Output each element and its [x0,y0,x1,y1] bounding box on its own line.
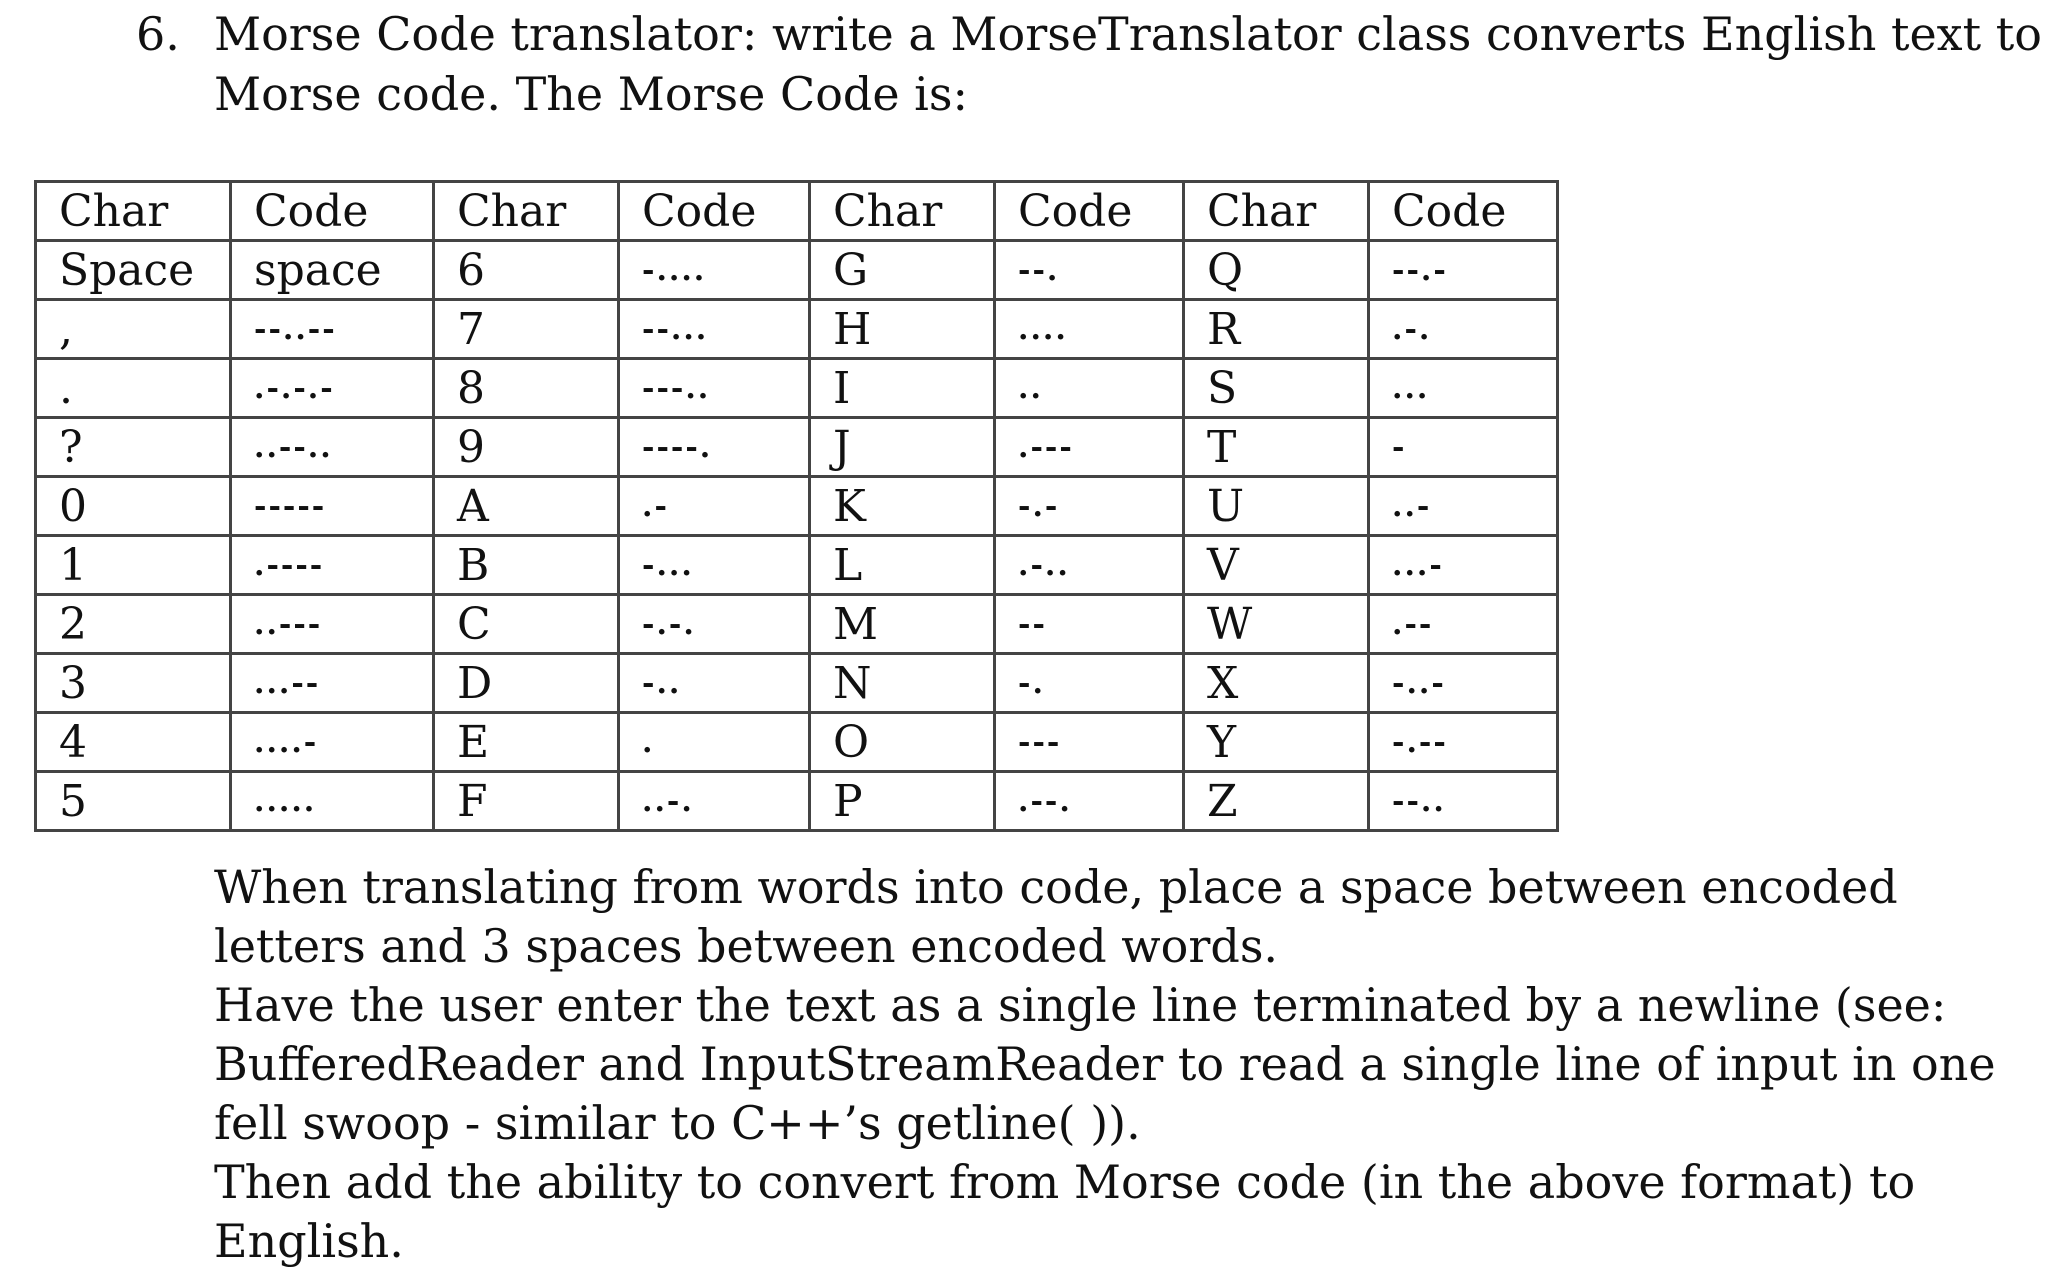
instructions-paragraph [214,858,1996,1271]
code-cell: -- [995,595,1184,654]
table-body [36,241,1558,831]
code-cell: -.-. [619,595,810,654]
char-cell: X [1184,654,1369,713]
char-cell: ? [36,418,231,477]
code-cell: ... [1369,359,1558,418]
code-cell: --. [995,241,1184,300]
code-cell: -.. [619,654,810,713]
char-cell: E [434,713,619,772]
column-header-code: Code [231,182,434,241]
table-row [36,359,1558,418]
char-cell: H [810,300,995,359]
code-cell: -. [995,654,1184,713]
char-cell: , [36,300,231,359]
code-cell: ...- [1369,536,1558,595]
instruction-line: Then add the ability to convert from Morse code (in the above format) to [214,1155,1916,1209]
char-cell: M [810,595,995,654]
question-title-line-1: Morse Code translator: write a MorseTranslator class converts English text to [214,7,2042,61]
table-row [36,418,1558,477]
code-cell: space [231,241,434,300]
code-cell: -.-- [1369,713,1558,772]
code-cell: .-.-.- [231,359,434,418]
code-cell: .-.. [995,536,1184,595]
code-cell: - [1369,418,1558,477]
code-cell: ..... [231,772,434,831]
char-cell: J [810,418,995,477]
code-cell: --..-- [231,300,434,359]
code-cell: .--. [995,772,1184,831]
code-cell: ---.. [619,359,810,418]
char-cell: 9 [434,418,619,477]
code-cell: -... [619,536,810,595]
code-cell: ..- [1369,477,1558,536]
column-header-code: Code [619,182,810,241]
table-row [36,595,1558,654]
code-cell: .--- [995,418,1184,477]
char-cell: 5 [36,772,231,831]
char-cell: 1 [36,536,231,595]
char-cell: U [1184,477,1369,536]
char-cell: Space [36,241,231,300]
char-cell: B [434,536,619,595]
question-number: 6. [136,7,180,61]
char-cell: N [810,654,995,713]
table-row [36,772,1558,831]
char-cell: 6 [434,241,619,300]
instruction-line: letters and 3 spaces between encoded words. [214,919,1279,973]
char-cell: P [810,772,995,831]
table-row [36,713,1558,772]
question-title-line-2: Morse code. The Morse Code is: [214,67,968,121]
code-cell: .-- [1369,595,1558,654]
code-cell: ....- [231,713,434,772]
char-cell: . [36,359,231,418]
table-row [36,536,1558,595]
char-cell: Y [1184,713,1369,772]
char-cell: Z [1184,772,1369,831]
column-header-code: Code [995,182,1184,241]
char-cell: L [810,536,995,595]
char-cell: C [434,595,619,654]
instruction-line: fell swoop - similar to C++’s getline( )). [214,1096,1141,1150]
char-cell: 3 [36,654,231,713]
code-cell: .... [995,300,1184,359]
char-cell: D [434,654,619,713]
code-cell: -.- [995,477,1184,536]
char-cell: W [1184,595,1369,654]
char-cell: I [810,359,995,418]
table-row [36,241,1558,300]
instruction-line: BufferedReader and InputStreamReader to read a single line of input in one [214,1037,1996,1091]
char-cell: T [1184,418,1369,477]
char-cell: A [434,477,619,536]
char-cell: 8 [434,359,619,418]
code-cell: .-. [1369,300,1558,359]
code-cell: --... [619,300,810,359]
char-cell: V [1184,536,1369,595]
code-cell: ..--.. [231,418,434,477]
code-cell: --- [995,713,1184,772]
char-cell: 2 [36,595,231,654]
code-cell: .- [619,477,810,536]
table-row [36,477,1558,536]
column-header-char: Char [810,182,995,241]
code-cell: ..--- [231,595,434,654]
code-cell: .---- [231,536,434,595]
column-header-code: Code [1369,182,1558,241]
char-cell: R [1184,300,1369,359]
code-cell: --.. [1369,772,1558,831]
char-cell: 0 [36,477,231,536]
table-header-row [36,182,1558,241]
char-cell: 4 [36,713,231,772]
char-cell: F [434,772,619,831]
column-header-char: Char [1184,182,1369,241]
column-header-char: Char [36,182,231,241]
char-cell: 7 [434,300,619,359]
code-cell: -.... [619,241,810,300]
char-cell: S [1184,359,1369,418]
table-row [36,300,1558,359]
morse-code-table [34,180,1559,832]
code-cell: ..-. [619,772,810,831]
char-cell: Q [1184,241,1369,300]
char-cell: O [810,713,995,772]
code-cell: ----- [231,477,434,536]
table-row [36,654,1558,713]
code-cell: --.- [1369,241,1558,300]
code-cell: ----. [619,418,810,477]
char-cell: K [810,477,995,536]
instruction-line: English. [214,1214,404,1268]
code-cell: . [619,713,810,772]
code-cell: ...-- [231,654,434,713]
char-cell: G [810,241,995,300]
code-cell: -..- [1369,654,1558,713]
column-header-char: Char [434,182,619,241]
code-cell: .. [995,359,1184,418]
instruction-line: Have the user enter the text as a single line terminated by a newline (see: [214,978,1947,1032]
instruction-line: When translating from words into code, place a space between encoded [214,860,1898,914]
